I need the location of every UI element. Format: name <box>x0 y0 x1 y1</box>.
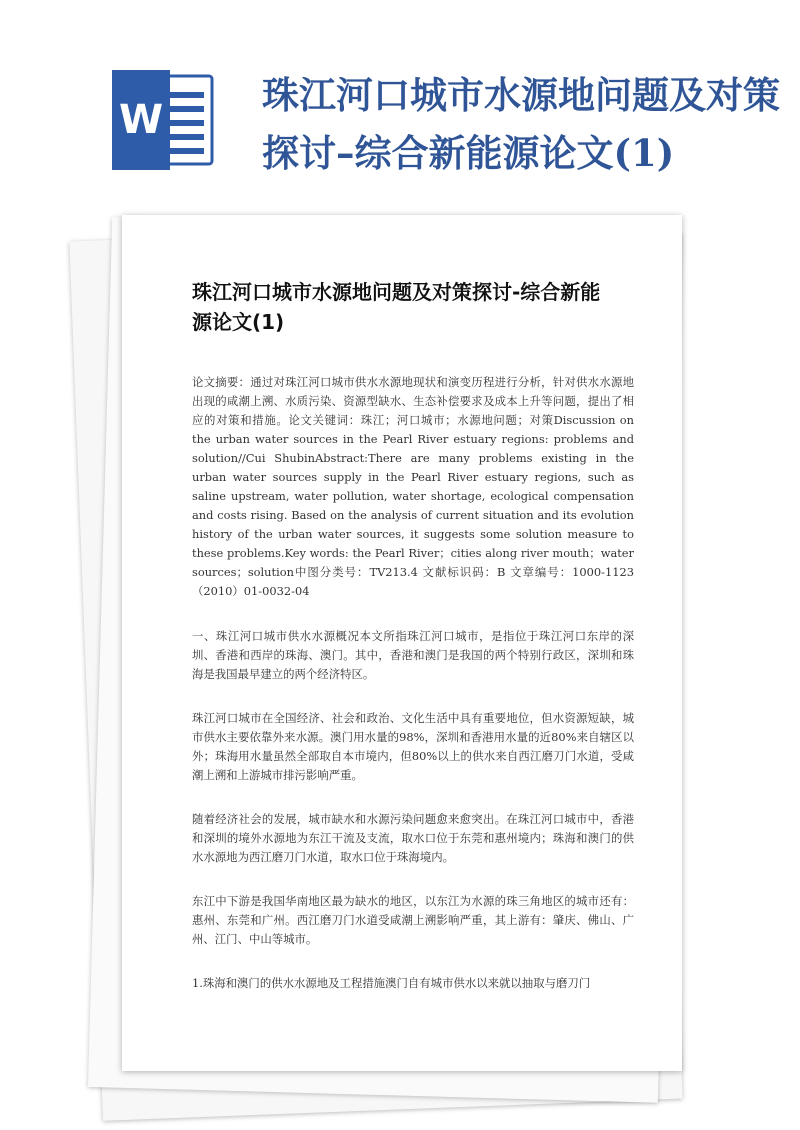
word-document-icon <box>112 70 222 170</box>
body-paragraph: 珠江河口城市在全国经济、社会和政治、文化生活中具有重要地位，但水资源短缺，城市供水主要依靠外来水源。澳门用水量的98%，深圳和香港用水量的近80%来自辖区以外；珠海用水量虽然全部取自本市境内，但80%以上的供水来自西江磨刀门水道，受咸潮上溯和上游城市排污影响严重。 <box>192 711 634 782</box>
document-title: 珠江河口城市水源地问题及对策探讨-综合新能源论文(1) <box>192 280 601 334</box>
body-paragraph: 随着经济社会的发展，城市缺水和水源污染问题愈来愈突出。在珠江河口城市中，香港和深圳的境外水源地为东江干流及支流，取水口位于东莞和惠州境内；珠海和澳门的供水水源地为西江磨刀门水道，取水口位于珠海境内。 <box>192 812 634 864</box>
abstract-paragraph: 论文摘要：通过对珠江河口城市供水水源地现状和演变历程进行分析，针对供水水源地出现的咸潮上溯、水质污染、资源型缺水、生态补偿要求及成本上升等问题，提出了相应的对策和措施。论文关键词：珠江；河口城市；水源地问题；对策Discussion on the urban water sources in the Pearl River estuary regions: problems and solution//Cui ShubinAbstract:There are many problems existing in the urban water sources supply in the Pearl River estuary regions, such as saline upstream, water pollution, water shortage, ecological compensation and costs rising. Based on the analysis of current situation and its evolution history of the urban water sources, it suggests some solution measure to these problems.Key words: the Pearl River；cities along river mouth；water sources；solution中图分类号：TV213.4 文献标识码：B 文章编号：1000-1123（2010）01-0032-04 <box>192 375 634 598</box>
header-banner <box>0 0 800 200</box>
document-preview-page <box>122 215 682 1071</box>
document-body <box>192 373 634 993</box>
body-paragraph: 东江中下游是我国华南地区最为缺水的地区，以东江为水源的珠三角地区的城市还有：惠州、东莞和广州。西江磨刀门水道受咸潮上溯影响严重，其上游有：肇庆、佛山、广州、江门、中山等城市。 <box>192 894 634 946</box>
word-icon-letter: W <box>118 97 164 143</box>
page-title: 珠江河口城市水源地问题及对策探讨–综合新能源论文(1) <box>262 73 780 175</box>
body-paragraph: 一、珠江河口城市供水水源概况本文所指珠江河口城市，是指位于珠江河口东岸的深圳、香港和西岸的珠海、澳门。其中，香港和澳门是我国的两个特别行政区，深圳和珠海是我国最早建立的两个经济特区。 <box>192 629 634 681</box>
body-paragraph: 1.珠海和澳门的供水水源地及工程措施澳门自有城市供水以来就以抽取与磨刀门 <box>192 976 591 990</box>
